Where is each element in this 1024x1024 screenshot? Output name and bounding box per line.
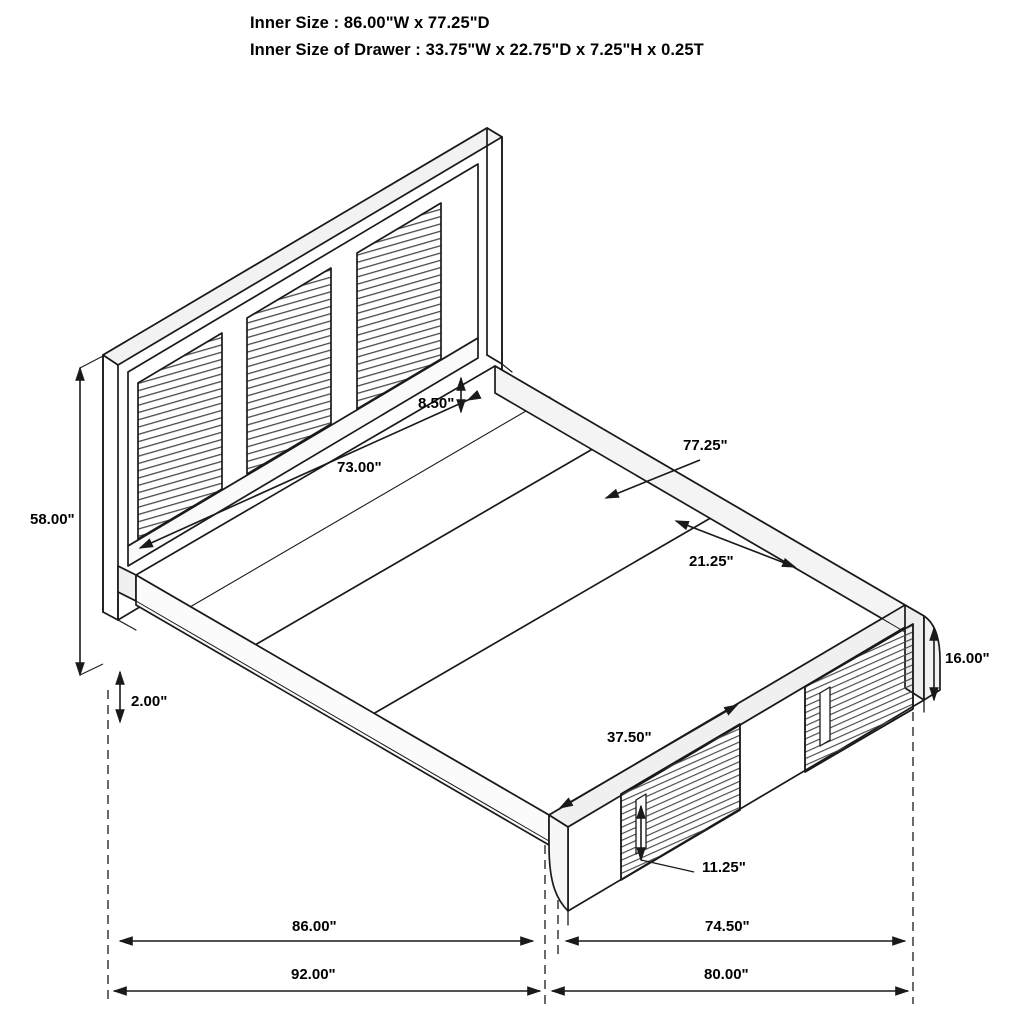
dim-drawer-front-height: 11.25" <box>702 859 746 876</box>
dim-headboard-inner-width: 73.00" <box>337 459 382 476</box>
dim-headboard-height: 58.00" <box>30 511 75 528</box>
inner-size-text: Inner Size : 86.00"W x 77.25"D <box>250 14 490 32</box>
dim-bed-inner-depth: 74.50" <box>705 918 750 935</box>
dim-bed-inner-width: 86.00" <box>292 918 337 935</box>
dim-mattress-depth: 77.25" <box>683 437 728 454</box>
dim-bed-overall-width: 92.00" <box>291 966 336 983</box>
dim-bed-overall-depth: 80.00" <box>704 966 749 983</box>
dim-drawer-front-width: 37.50" <box>607 729 652 746</box>
dim-headboard-top-gap: 8.50" <box>418 395 455 412</box>
dim-footboard-height: 16.00" <box>945 650 990 667</box>
inner-size-drawer-text: Inner Size of Drawer : 33.75"W x 22.75"D x 7.25"H x 0.25T <box>250 41 704 59</box>
dim-side-rail-segment: 21.25" <box>689 553 734 570</box>
dim-floor-clearance: 2.00" <box>131 693 168 710</box>
